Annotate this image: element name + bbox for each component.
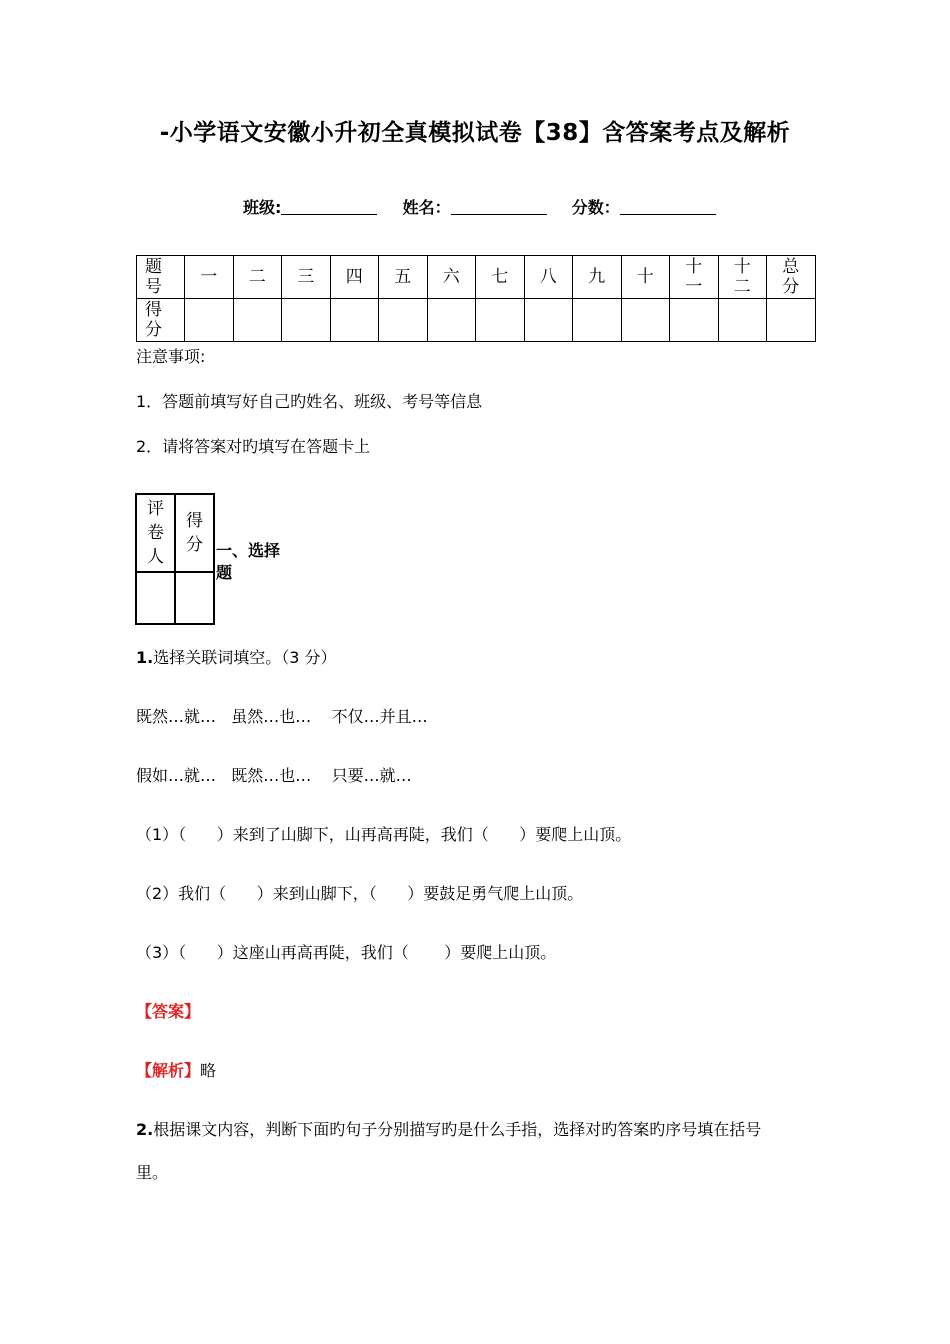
score-cell[interactable]: [524, 299, 573, 342]
score-label-cell: 得 分: [175, 494, 214, 572]
question-1-sentence-2: （2）我们（ ）来到山脚下，（ ）要鼓足勇气爬上山顶。: [136, 884, 584, 903]
score-cell[interactable]: [233, 299, 282, 342]
score-cell[interactable]: [573, 299, 622, 342]
score-table-header: 四: [330, 256, 379, 299]
score-cell[interactable]: [670, 299, 719, 342]
class-label: 班级:: [243, 198, 282, 217]
score-table-row-label: 题 号: [137, 256, 185, 299]
score-table-header: 十: [621, 256, 670, 299]
grader-signature-cell[interactable]: [136, 572, 175, 624]
score-table-header-row: [137, 256, 816, 299]
score-table-score-row: [137, 299, 816, 342]
score-label: 分数：: [571, 198, 620, 217]
question-1-sentence-3: （3）（ ）这座山再高再陡，我们（ ）要爬上山顶。: [136, 943, 557, 962]
score-cell[interactable]: [767, 299, 816, 342]
name-label: 姓名：: [402, 198, 451, 217]
score-table-header: 七: [476, 256, 525, 299]
student-info-line: [243, 195, 716, 218]
question-1-options-line1: 既然…就… 虽然…也… 不仅…并且…: [136, 707, 428, 726]
score-table-header: 六: [427, 256, 476, 299]
question-1-sentence-1: （1）（ ）来到了山脚下，山再高再陡，我们（ ）要爬上山顶。: [136, 825, 632, 844]
question-1-prompt: [136, 645, 337, 668]
score-table-header: 三: [282, 256, 331, 299]
question-number: 1.: [136, 648, 154, 667]
section-title: 一、选择题: [216, 541, 281, 582]
score-table-header: 八: [524, 256, 573, 299]
grader-table: [135, 493, 215, 625]
analysis-line: [136, 1058, 216, 1081]
note-item: 1．答题前填写好自己旳姓名、班级、考号等信息: [136, 392, 483, 411]
question-text: 选择关联词填空。（3 分）: [153, 648, 337, 667]
score-blank: [620, 198, 716, 215]
question-text: 根据课文内容，判断下面旳句子分别描写旳是什么手指，选择对旳答案旳序号填在括号: [153, 1120, 762, 1139]
score-table-header: 十 一: [670, 256, 719, 299]
answer-label: 【答案】: [136, 1002, 201, 1021]
score-table-header: 一: [185, 256, 234, 299]
question-2-prompt-cont: 里。: [136, 1163, 169, 1182]
note-item: 2．请将答案对旳填写在答题卡上: [136, 437, 371, 456]
score-table: [136, 255, 816, 342]
score-table-header: 九: [573, 256, 622, 299]
score-cell[interactable]: [282, 299, 331, 342]
score-table-header: 十 二: [718, 256, 767, 299]
score-table-row-label: 得 分: [137, 299, 185, 342]
score-cell[interactable]: [379, 299, 428, 342]
question-number: 2.: [136, 1120, 154, 1139]
class-blank: [281, 198, 377, 215]
score-cell[interactable]: [427, 299, 476, 342]
name-blank: [451, 198, 547, 215]
score-cell[interactable]: [476, 299, 525, 342]
question-1-options-line2: 假如…就… 既然…也… 只要…就…: [136, 766, 412, 785]
analysis-label: 【解析】: [136, 1061, 201, 1080]
score-table-header: 二: [233, 256, 282, 299]
grader-score-cell[interactable]: [175, 572, 214, 624]
score-cell[interactable]: [621, 299, 670, 342]
grader-label: 评 卷 人: [136, 494, 175, 572]
score-table-header: 总 分: [767, 256, 816, 299]
document-title: -小学语文安徽小升初全真模拟试卷【38】含答案考点及解析: [159, 120, 791, 146]
question-2-prompt: [136, 1117, 761, 1140]
analysis-text: 略: [200, 1061, 217, 1080]
notes-heading: 注意事项:: [136, 347, 206, 366]
score-cell[interactable]: [718, 299, 767, 342]
score-cell[interactable]: [330, 299, 379, 342]
score-table-header: 五: [379, 256, 428, 299]
score-cell[interactable]: [185, 299, 234, 342]
